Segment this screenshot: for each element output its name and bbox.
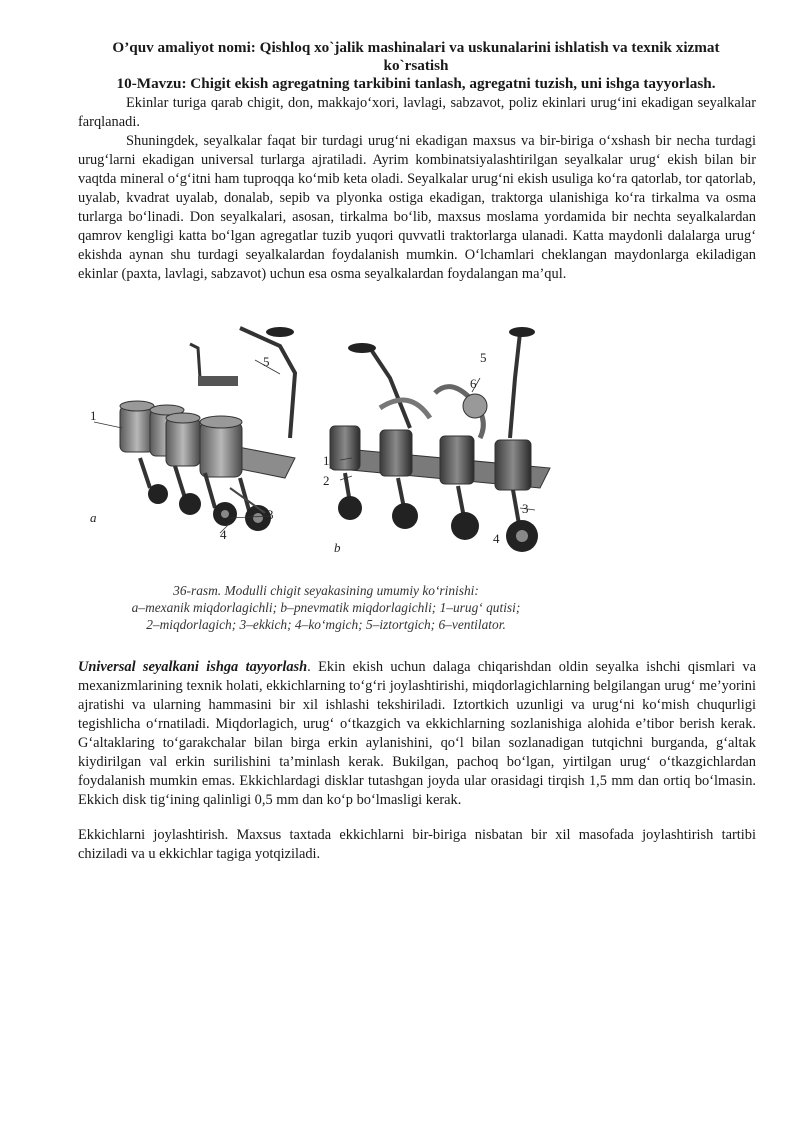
label-b-5: 5	[480, 350, 487, 365]
label-b-1: 1	[323, 453, 330, 468]
label-a-letter: a	[90, 510, 97, 525]
paragraph-preparation-body: . Ekin ekish uchun dalaga chiqarishdan oldin seyalka ishchi qismlari va mexanizmlarining texnik holati, ekkichlarning to‘g‘ri joylashtirishi, miqdorlagichlarning belgilangan urug‘ me’yorini ajratishi va ularning hammasini bir xil ishlashi tekshiriladi. Iztortkich uzunligi va urug‘ni ko‘mish chuqurligi tegishlicha o‘rnatiladi. Miqdorlagich, urug‘ o‘tkazgich va ekkichlarning sozlanishiga alohida e’tibor berish kerak. G‘altaklaring to‘garakchalar bilan birga erkin aylanishini, qo‘l bilan sozlanadigan tutqichni burganda, g‘altak kiydirilgan val erkin surilishini ta’minlash kerak. Bukilgan, pachoq bo‘lgan, yirtilgan urug‘ o‘tkazgichlardan foydalanish mumkin emas. Ekkichlardagi disklar tutashgan joyda ular orasidagi tirqish 1,5 mm dan ortiq bo‘lmasin. Ekkich disk tig‘ining qalinligi 0,5 mm dan ko‘p bo‘lmasligi kerak.	[78, 659, 756, 808]
label-b-2: 2	[323, 473, 330, 488]
figure-caption-legend-2: 2–miqdorlagich; 3–ekkich; 4–ko‘mgich; 5–iztortgich; 6–ventilator.	[146, 617, 506, 632]
practice-title-line1: O’quv amaliyot nomi: Qishloq xo`jalik mashinalari va uskunalarini ishlatish va texnik xizmat	[112, 39, 720, 56]
topic-heading: 10-Mavzu: Chigit ekish agregatning tarkibini tanlash, agregatni tuzish, uni ishga tayyorlash.	[116, 75, 716, 92]
figure-caption-legend-1: a–mexanik miqdorlagichli; b–pnevmatik miqdorlagichli; 1–urug‘ qutisi;	[131, 600, 521, 615]
label-a-3: 3	[267, 507, 274, 522]
label-b-4: 4	[493, 531, 500, 546]
paragraph-seeder-classification: Shuningdek, seyalkalar faqat bir turdagi urug‘ni ekadigan maxsus va bir-biriga o‘xshash bir necha turdagi urug‘larni ekadigan universal turlarga ajratiladi. Ayrim kombinatsiyalashtirilgan seyalkalar urug‘ ekish bilan bir vaqtda mineral o‘g‘itni ham tuproqqa ko‘mib keta oladi. Seyalkalar urug‘ni ekish usuliga ko‘ra qatorlab, tor qatorlab, uyalab, kvadrat uyalab, donalab, sepib va plyonka ostiga ekadigan, traktorga ulanishiga ko‘ra tirkalma va osma turlarga bo‘linadi. Don seyalkalari, asosan, tirkalma bo‘lib, maxsus moslama yordamida bir nechta seyalkalardan qamrov kengligi katta bo‘lgan agregatlar tuzib yuqori quvvatli traktorlarga ulanadi. Katta maydonli dalalarga urug‘ ekishda aynan shu turdagi seyalkalardan foydalanish mumkin. O‘lchamlari cheklangan maydonlarga ekiladigan ekinlar (paxta, lavlagi, sabzavot) uchun esa osma seyalkalardan foydalangan ma’qul.	[78, 133, 756, 282]
seeder-b-drawing	[330, 327, 550, 552]
figure-caption-title: 36-rasm. Modulli chigit seyakasining umumiy ko‘rinishi:	[173, 583, 479, 598]
label-a-5: 5	[263, 354, 270, 369]
seeder-figure	[80, 318, 585, 578]
paragraph-lead-heading: Universal seyalkani ishga tayyorlash	[78, 659, 308, 675]
practice-title-line2: ko`rsatish	[383, 57, 449, 74]
label-b-6: 6	[470, 376, 477, 391]
paragraph-coulter-placement: Ekkichlarni joylashtirish. Maxsus taxtada ekkichlarni bir-biriga nisbatan bir xil masofada joylashtirish tartibi chiziladi va u ekkichlar tagiga yotqiziladi.	[78, 827, 756, 862]
paragraph-seeder-preparation	[78, 658, 756, 810]
label-a-1: 1	[90, 408, 97, 423]
label-a-4: 4	[220, 527, 227, 542]
label-b-letter: b	[334, 540, 341, 555]
label-b-3: 3	[522, 501, 529, 516]
seeder-illustration	[80, 318, 585, 578]
paragraph-seeder-types: Ekinlar turiga qarab chigit, don, makkajo‘xori, lavlagi, sabzavot, poliz ekinlari urug‘ini ekadigan seyalkalar farqlanadi.	[78, 95, 756, 130]
